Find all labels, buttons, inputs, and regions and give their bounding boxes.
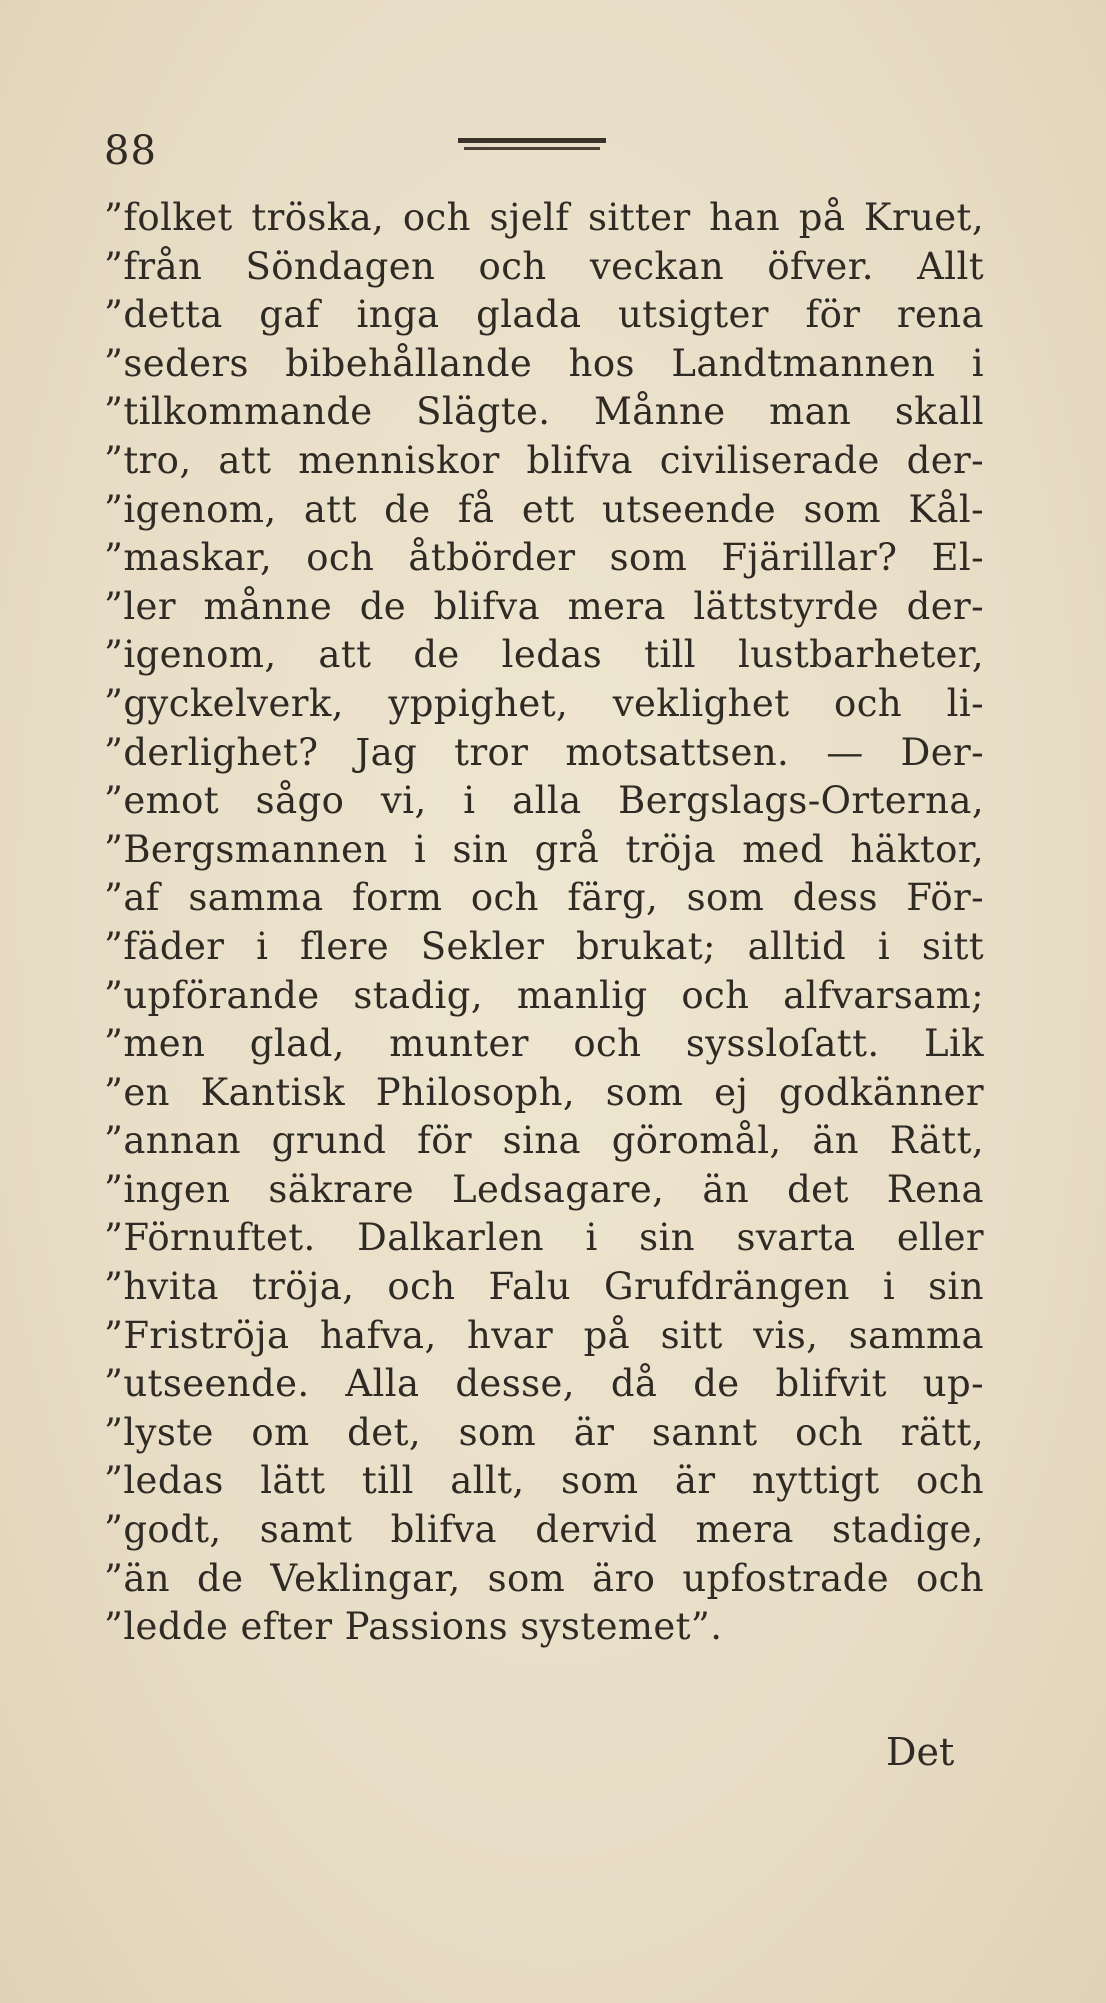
text-line: ”godt, samt blifva dervid mera stadige,: [104, 1508, 984, 1552]
catchword: Det: [886, 1730, 955, 1774]
text-line: ”ledas lätt till allt, som är nyttigt och: [104, 1459, 984, 1503]
text-line: ”folket tröska, och sjelf sitter han på Kruet,: [104, 196, 984, 239]
text-line: ”emot sågo vi, i alla Bergslags-Orterna,: [104, 779, 984, 823]
text-line: ”men glad, munter och syssloſatt. Lik: [104, 1022, 984, 1066]
text-line: ”maskar, och åtbörder som Fjärillar? El-: [104, 536, 984, 580]
text-line: ”än de Veklingar, som äro upfostrade och: [104, 1556, 984, 1600]
text-line: ”tro, att menniskor blifva civiliserade der-: [104, 438, 984, 482]
text-line-last: ”ledde efter Passions systemet”.: [104, 1605, 723, 1649]
body-text: [104, 194, 984, 1652]
text-line: ”gyckelverk, yppighet, veklighet och li-: [104, 681, 984, 725]
text-line: ”igenom, att de få ett utseende som Kål-: [104, 487, 984, 531]
text-line: ”en Kantisk Philosoph, som ej godkänner: [104, 1070, 984, 1114]
text-line: ”tilkommande Slägte. Månne man skall: [104, 390, 984, 434]
header-ornament-rule: [458, 138, 606, 154]
text-line: ”hvita tröja, och Falu Grufdrängen i sin: [104, 1265, 984, 1309]
text-line: ”detta gaf inga glada utsigter för rena: [104, 293, 984, 337]
text-line: ”fäder i flere Sekler brukat; alltid i sitt: [104, 924, 984, 968]
text-line: ”utseende. Alla desse, då de blifvit up-: [104, 1362, 984, 1406]
text-line: ”ler månne de blifva mera lättstyrde der-: [104, 584, 984, 628]
text-line: ”från Söndagen och veckan öfver. Allt: [104, 244, 984, 288]
ornament-bar-bottom: [464, 147, 600, 150]
text-line: ”Förnuftet. Dalkarlen i sin svarta eller: [104, 1216, 984, 1260]
text-line: ”Bergsmannen i sin grå tröja med häktor,: [104, 827, 984, 871]
text-line: ”lyste om det, som är sannt och rätt,: [104, 1410, 984, 1454]
page-number: 88: [104, 128, 157, 174]
text-line: ”annan grund för sina göromål, än Rätt,: [104, 1119, 984, 1163]
text-line: ”upförande stadig, manlig och alfvarsam;: [104, 973, 984, 1017]
text-line: ”Friströja hafva, hvar på sitt vis, samma: [104, 1313, 984, 1357]
ornament-bar-top: [458, 138, 606, 143]
text-line: ”seders bibehållande hos Landtmannen i: [104, 341, 984, 385]
text-line: ”ingen säkrare Ledsagare, än det Rena: [104, 1167, 984, 1211]
text-line: ”af samma form och färg, som dess För-: [104, 876, 984, 920]
text-line: ”igenom, att de ledas till lustbarheter,: [104, 633, 984, 677]
text-line: ”derlighet? Jag tror motsattsen. — Der-: [104, 730, 984, 774]
